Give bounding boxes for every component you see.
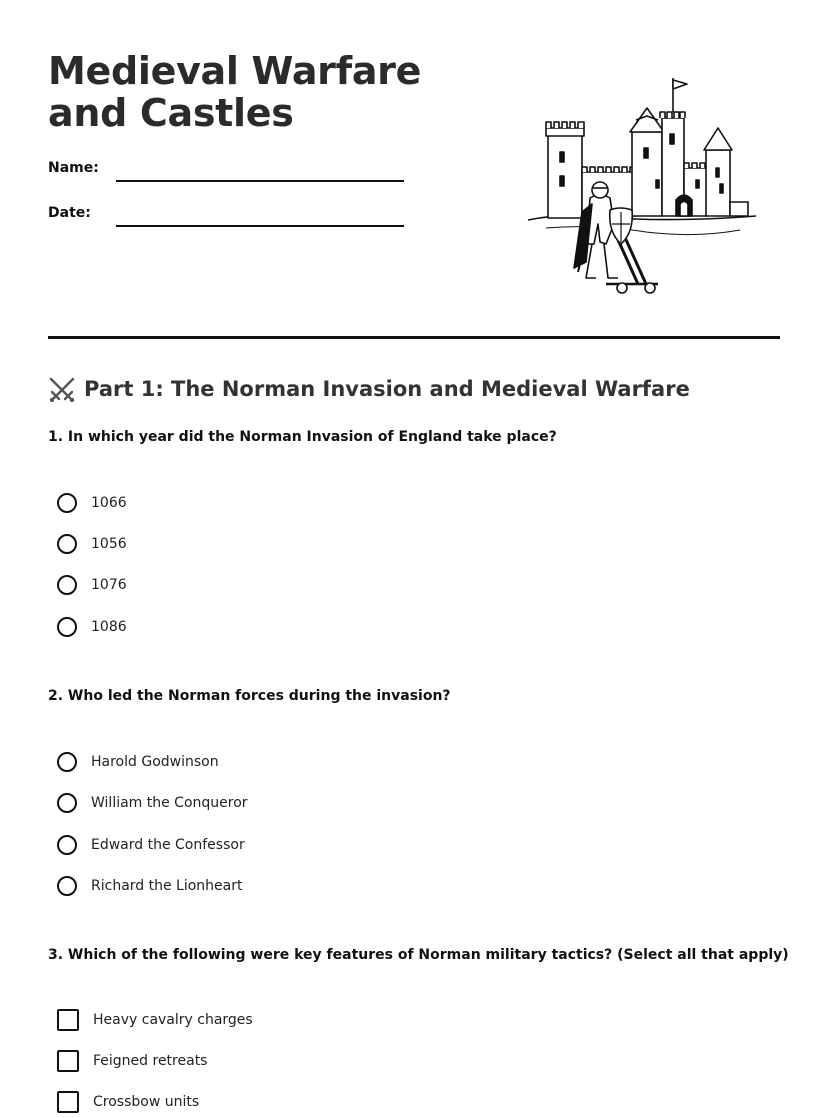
option-label: 1056 <box>91 536 127 552</box>
radio-button[interactable] <box>57 752 77 772</box>
checkbox[interactable] <box>57 1091 79 1113</box>
question-2: 2. Who led the Norman forces during the invasion? <box>48 688 451 704</box>
radio-button[interactable] <box>57 617 77 637</box>
question-1-option-3[interactable] <box>57 573 127 597</box>
option-label: Crossbow units <box>93 1094 200 1110</box>
radio-button[interactable] <box>57 876 77 896</box>
radio-button[interactable] <box>57 835 77 855</box>
radio-button[interactable] <box>57 575 77 595</box>
option-label: 1076 <box>91 577 127 593</box>
question-1-option-2[interactable] <box>57 532 127 556</box>
option-label: William the Conqueror <box>91 795 248 811</box>
crossed-swords-icon <box>48 376 76 402</box>
radio-button[interactable] <box>57 493 77 513</box>
question-3-option-3[interactable] <box>57 1090 199 1114</box>
question-2-option-2[interactable] <box>57 791 248 815</box>
option-label: 1066 <box>91 495 127 511</box>
radio-button[interactable] <box>57 793 77 813</box>
question-3-option-2[interactable] <box>57 1049 207 1073</box>
option-label: Harold Godwinson <box>91 754 219 770</box>
section-heading-part-1 <box>48 374 690 404</box>
question-2-option-1[interactable] <box>57 750 219 774</box>
radio-button[interactable] <box>57 534 77 554</box>
option-label: Feigned retreats <box>93 1053 208 1069</box>
question-2-option-3[interactable] <box>57 833 245 857</box>
worksheet-title: Medieval Warfare and Castles <box>48 49 422 135</box>
option-label: Richard the Lionheart <box>91 878 243 894</box>
question-3-option-1[interactable] <box>57 1008 253 1032</box>
question-1-option-4[interactable] <box>57 615 127 639</box>
section-heading-text: Part 1: The Norman Invasion and Medieval Warfare <box>84 377 690 401</box>
date-label: Date: <box>48 205 91 221</box>
checkbox[interactable] <box>57 1009 79 1031</box>
question-3: 3. Which of the following were key features of Norman military tactics? (Select all that apply) <box>48 947 789 963</box>
option-label: Heavy cavalry charges <box>93 1012 253 1028</box>
name-field[interactable] <box>116 180 404 182</box>
section-divider <box>48 336 780 339</box>
question-1: 1. In which year did the Norman Invasion of England take place? <box>48 429 557 445</box>
question-2-option-4[interactable] <box>57 874 242 898</box>
castle-knight-illustration <box>526 72 760 298</box>
date-field[interactable] <box>116 225 404 227</box>
question-1-option-1[interactable] <box>57 491 127 515</box>
checkbox[interactable] <box>57 1050 79 1072</box>
option-label: 1086 <box>91 619 127 635</box>
option-label: Edward the Confessor <box>91 837 245 853</box>
name-label: Name: <box>48 160 99 176</box>
